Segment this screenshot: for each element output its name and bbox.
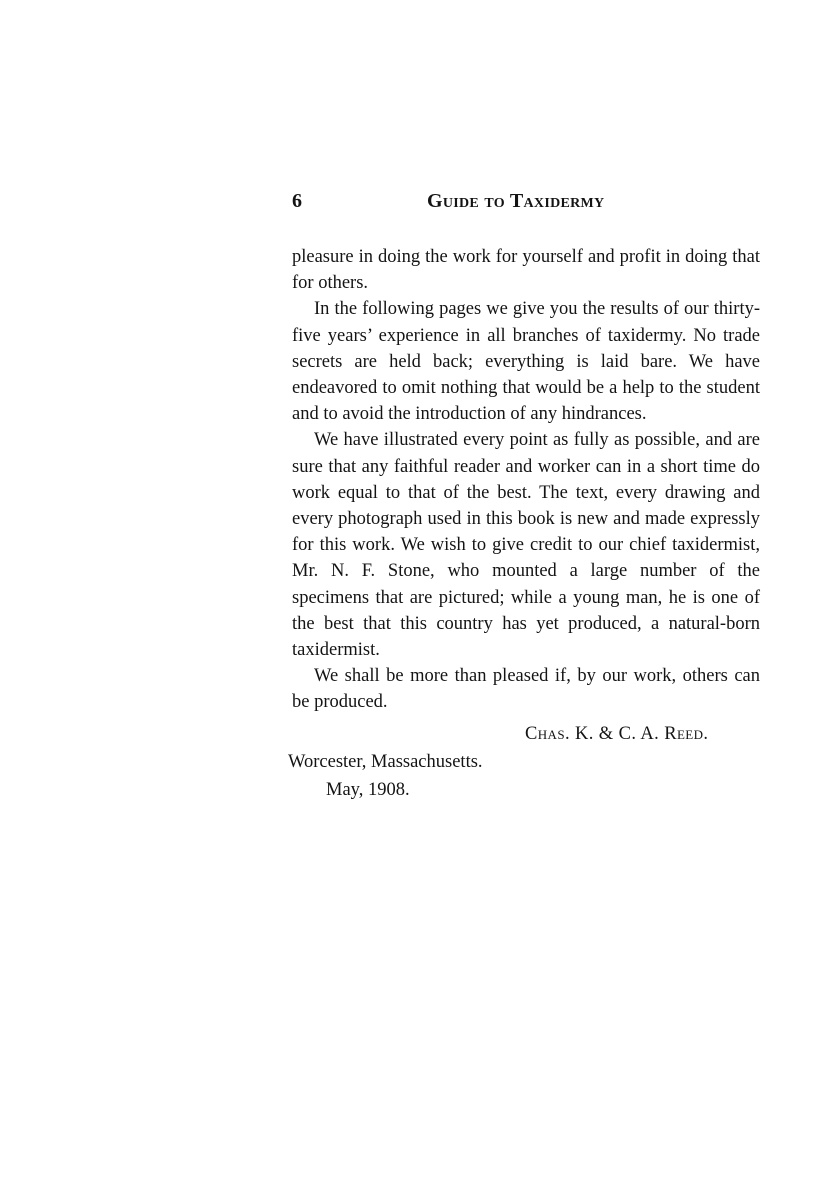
book-page bbox=[288, 190, 760, 804]
paragraph-illustrations: We have illustrated every point as fully as possible, and are sure that any faithful reader and worker can in a short time do work equal to that of the best. The text, every drawing and every photograph used in this book is new and made expressly for this work. We wish to give credit to our chief taxidermist, Mr. N. F. Stone, who mounted a large number of the specimens that are pictured; while a young man, he is one of the best that this country has yet produced, a natural-born taxidermist. bbox=[292, 430, 760, 661]
place-line: Worcester, Massachusetts. bbox=[288, 751, 483, 772]
author-signature: Chas. K. & C. A. Reed. bbox=[525, 723, 709, 744]
date-line: May, 1908. bbox=[326, 779, 410, 800]
running-title: Guide to Taxidermy bbox=[427, 190, 605, 212]
page-number: 6 bbox=[292, 190, 302, 212]
paragraph-closing: We shall be more than pleased if, by our work, others can be produced. bbox=[292, 666, 760, 713]
paragraph-results: In the following pages we give you the results of our thirty-five years’ experience in all branches of taxidermy. No trade secrets are held back; everything is laid bare. We have endeavored to omit nothing that would be a help to the student and to avoid the introduction of any hindrances. bbox=[292, 299, 760, 425]
paragraph-continuation: pleasure in doing the work for yourself and profit in doing that for others. bbox=[292, 247, 760, 294]
body-text bbox=[292, 244, 760, 716]
running-head bbox=[292, 190, 760, 220]
